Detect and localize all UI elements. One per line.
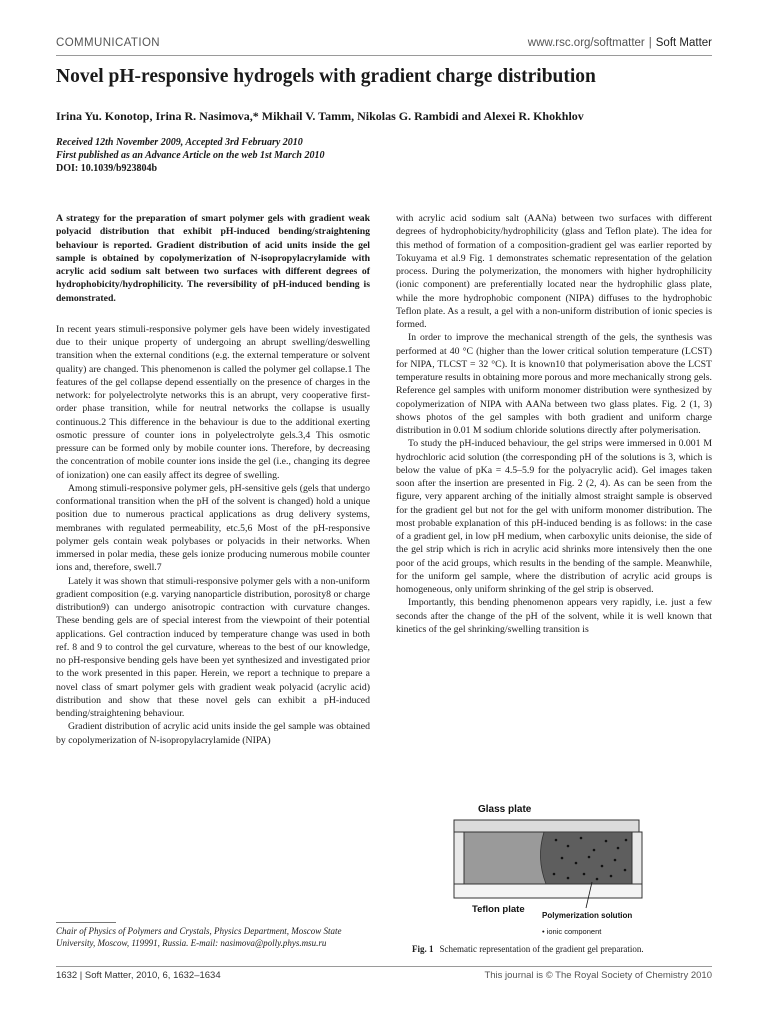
body-paragraph: Importantly, this bending phenomenon appears very rapidly, i.e. just a few seconds after the change of the pH of the solvent, while it is well known that kinetics of the gel shrinking/swelling transition is: [396, 597, 712, 635]
body-paragraph: with acrylic acid sodium salt (AANa) between two surfaces with different degrees of hydrophobicity/hydrophilicity (glass and Teflon plate). The idea for this method of formation of a composition-gradient gel was earlier reported by Tokuyama et al.9 Fig. 1 demonstrates schematic representation of the gelation process. During the polymerization, the monomers with higher hydrophilicity (ionic component) are preferentially located near the hydrophilic glass plate, while the more hydrophobic component (NIPA) diffuses to the hydrophobic Teflon plate. As a result, a gel with a non-uniform distribution of ionic species is formed.: [396, 213, 712, 330]
doi[interactable]: DOI: 10.1039/b923804b: [56, 163, 158, 174]
glass-plate: [454, 820, 639, 832]
polymerization-solution-label: Polymerization solution: [542, 911, 633, 920]
article-title: Novel pH-responsive hydrogels with gradient charge distribution: [56, 66, 596, 87]
figure-number: Fig. 1: [412, 944, 434, 954]
body-paragraph: In order to improve the mechanical strength of the gels, the synthesis was performed at 40 °C (higher than the lower critical solution temperature (LCST) for NIPA, TLCST = 32 °C). It is known10 that polymerisation above the LCST temperature results in obtaining more porous and more mechanically strong gels. Reference gel samples with uniform monomer distribution were synthesized by copolymerization of NIPA with AANa between two glass plates. Fig. 2 (1, 3) shows photos of the gel samples with both gradient and uniform charge distribution in 0.01 M sodium chloride solutions directly after polymerisation.: [396, 332, 712, 436]
affiliation-footnote: Chair of Physics of Polymers and Crystals, Physics Department, Moscow State University, Moscow, 119991, Russia. E-mail: nasimova@polly.phys.msu.ru: [56, 926, 342, 948]
glass-plate-label: Glass plate: [478, 804, 532, 815]
ionic-component-legend: • ionic component: [542, 927, 602, 936]
journal-name: Soft Matter: [655, 37, 712, 49]
left-column: [56, 212, 370, 747]
figure-caption-text: Schematic representation of the gradient gel preparation.: [439, 944, 644, 954]
body-paragraph: Among stimuli-responsive polymer gels, pH-sensitive gels (gels that undergo conformational transition when the pH of the solvent is changed) hold a unique position due to numerous practical applications as drug delivery systems, membranes with regulated permeability, etc.5,6 Most of the pH-responsive polymer gels contain weak polybases or polyacids in their networks. When immersed in polar media, these gels ionize producing numerous mobile counter ions and, therefore, swell.7: [56, 482, 370, 574]
body-paragraph: To study the pH-induced behaviour, the gel strips were immersed in 0.001 M hydrochloric acid solution (the corresponding pH of the solutions is 3, which is below the value of pKa = 4.5–5.9 for the polyacrylic acid). Gel images taken soon after the insertion are presented in Fig. 2 (2, 4). As can be seen from the figure, very apparent arching of the initially almost straight sample is observed for the gradient gel but not for the gel with uniform monomer distribution. The most probable explanation of this pH-induced bending is as follows: in the case of a gradient gel, in low pH medium, when carboxylic units deionise, the side of the gel strip which is rich in acrylic acid shrinks more intensively then the one poor of the acid groups, which results in the bending of the sample. Meanwhile, for the uniform gel sample, where the distribution of acrylic acid groups is homogeneous, only uniform shrinking of the gel strip is observed.: [396, 438, 712, 595]
received-date: Received 12th November 2009, Accepted 3rd February 2010: [56, 137, 303, 148]
gel-preparation-diagram: [396, 800, 712, 940]
header-separator: |: [648, 37, 652, 49]
section-label: COMMUNICATION: [56, 37, 161, 49]
copyright-notice: This journal is © The Royal Society of Chemistry 2010: [484, 970, 712, 981]
teflon-plate: [454, 884, 642, 898]
journal-header: [528, 37, 712, 49]
body-paragraph: In recent years stimuli-responsive polymer gels have been widely investigated due to their unique property of undergoing an abrupt swelling/deswelling transition when the external conditions (e.g. the external temperature or solvent quality) are changed. This phenomenon is called the polymer gel collapse.1 The features of the gel collapse depend essentially on the presence of charges in the network: for polyelectrolyte networks this is an abrupt, very cooperative first-order phase transition, while for neutral networks the collapse is usually continuous.2 This difference in the behaviour is due to the additional exerting osmotic pressure of counter ions in polyelectrolyte gels.3,4 This osmotic pressure can be formed only by mobile counter ions. Therefore, by decreasing the concentration of mobile counter ions inside the gel (i.e., changing its degree of ionization) one can easily affect its degree of swelling.: [56, 323, 370, 481]
page-citation: 1632 | Soft Matter, 2010, 6, 1632–1634: [56, 970, 221, 981]
published-date: First published as an Advance Article on the web 1st March 2010: [56, 150, 325, 161]
figure-caption: [412, 944, 644, 954]
glass-spacer-right: [632, 832, 642, 884]
teflon-plate-label: Teflon plate: [472, 904, 525, 915]
header-rule: [56, 55, 712, 56]
footer-rule: [56, 966, 712, 967]
author-list: Irina Yu. Konotop, Irina R. Nasimova,* Mikhail V. Tamm, Nikolas G. Rambidi and Alexei R. Khokhlov: [56, 109, 584, 123]
footnote-rule: [56, 922, 116, 923]
figure-1: [396, 800, 712, 960]
abstract: A strategy for the preparation of smart polymer gels with gradient weak polyacid distribution that exhibit pH-induced bending/straightening behaviour is reported. Gradient distribution of acid units inside the gel sample is obtained by copolymerization of N-isopropylacrylamide with acrylic acid sodium salt between two surfaces with different degrees of hydrophobicity/hydrophilicity. The reversibility of pH-induced bending is demonstrated.: [56, 213, 370, 304]
glass-spacer-left: [454, 832, 464, 884]
journal-website-link[interactable]: www.rsc.org/softmatter: [527, 37, 645, 49]
body-paragraph: Lately it was shown that stimuli-responsive polymer gels with a non-uniform gradient composition (e.g. varying nanoparticle distribution, porosity8 or charge distribution9) can undergo anisotropic contraction with curvature changes. These bending gels are of special interest from the viewpoint of their potential applications. Gel contraction induced by temperature change was used in both ref. 8 and 9 to control the gel curvature, whereas to the best of our knowledge, no pH-responsive bending gels have been yet synthesized and investigated prior to the work presented in this paper. Herein, we report a technique to prepare a novel class of smart polymer gels with gradient weak polyacid (acrylic acid) distribution and show that these novel gels can exhibit a pH-induced bending/straightening behaviour.: [56, 575, 370, 719]
ionic-component-region: [540, 832, 632, 884]
body-paragraph: Gradient distribution of acrylic acid units inside the gel sample was obtained by copolymerization of N-isopropylacrylamide (NIPA): [56, 721, 370, 746]
publication-info: [56, 136, 476, 175]
right-column: [396, 212, 712, 636]
